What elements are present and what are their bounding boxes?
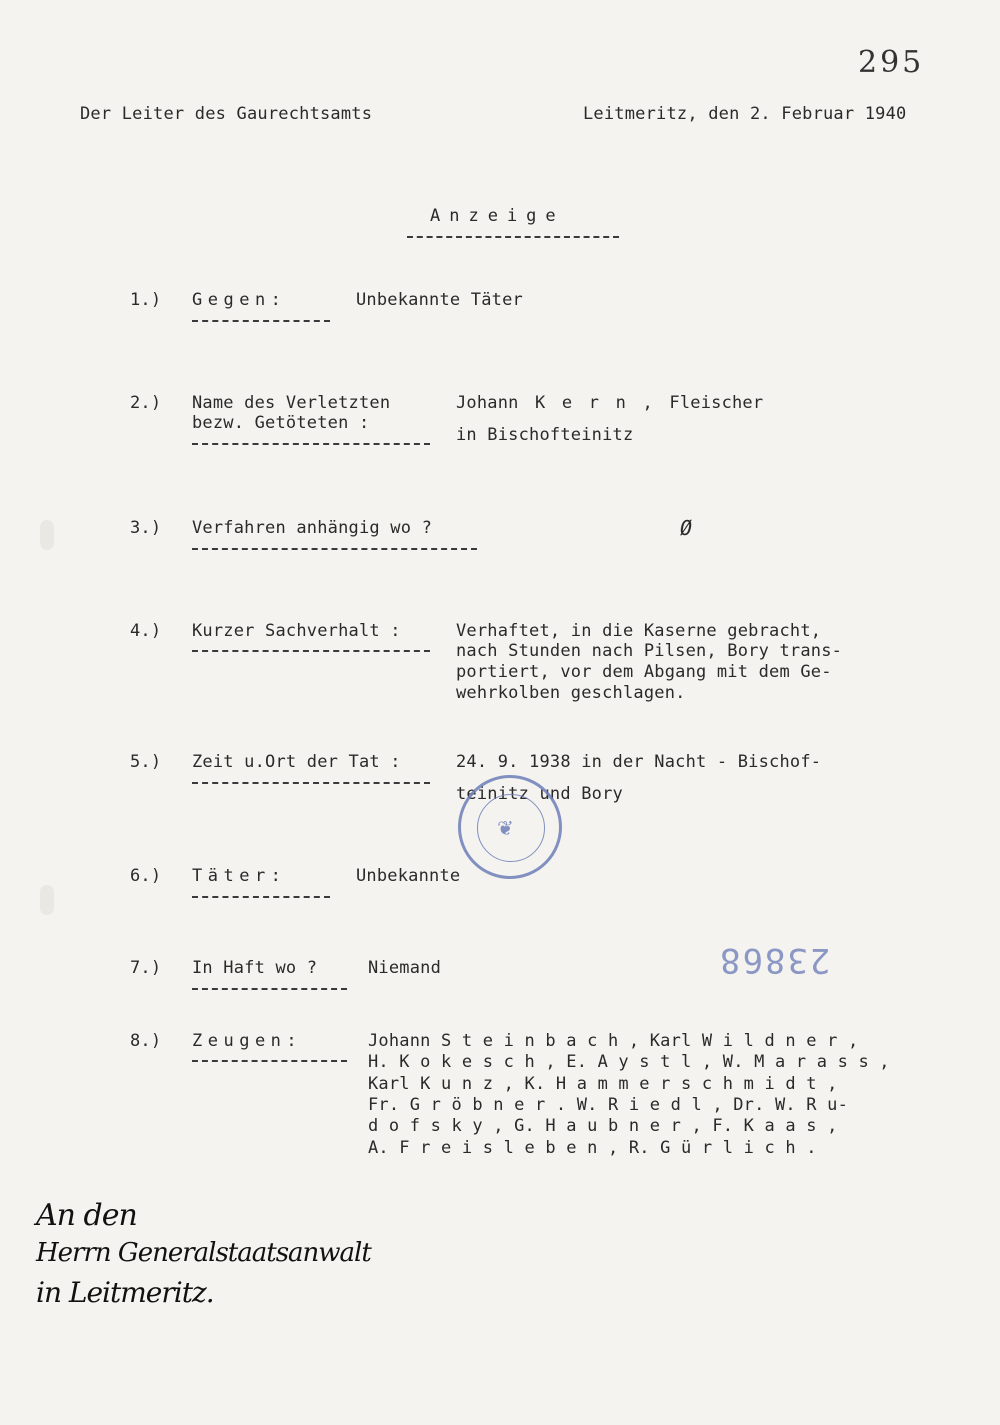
- eagle-icon: ❦: [497, 816, 514, 840]
- sender-line: Der Leiter des Gaurechtsamts: [80, 104, 373, 124]
- item-value: 24. 9. 1938 in der Nacht - Bischof-: [456, 752, 822, 772]
- item-number: 5.): [130, 752, 162, 772]
- witness-line: H. K o k e s c h , E. A y s t l , W. M a r a s s ,: [368, 1052, 890, 1072]
- item-value: Niemand: [368, 958, 442, 978]
- witness-line: Fr. G r ö b n e r . W. R i e d l , Dr. W. R u-: [368, 1095, 849, 1115]
- item-value: teinitz und Bory: [456, 784, 623, 804]
- item-label: Zeit u.Ort der Tat :: [192, 752, 401, 772]
- witness-line: Karl K u n z , K. H a m m e r s c h m i d t ,: [368, 1074, 838, 1094]
- item-label-zeugen: Zeugen:: [192, 1031, 303, 1051]
- punch-hole-mark: [40, 885, 54, 915]
- handwritten-line: An den: [36, 1198, 137, 1233]
- label-underline: [192, 443, 430, 445]
- item-number: 1.): [130, 290, 162, 310]
- handwritten-line: Herrn Generalstaatsanwalt: [36, 1238, 371, 1268]
- item-number: 3.): [130, 518, 162, 538]
- item-number: 4.): [130, 621, 162, 641]
- document-title: Anzeige: [430, 206, 565, 226]
- witness-line: Johann S t e i n b a c h , Karl W i l d n e r ,: [368, 1031, 859, 1051]
- item-value: Unbekannte: [356, 866, 461, 886]
- item-label-line: bezw. Getöteten :: [192, 413, 370, 433]
- item-label: In Haft wo ?: [192, 958, 318, 978]
- punch-hole-mark: [40, 520, 54, 550]
- item-label: Kurzer Sachverhalt :: [192, 621, 401, 641]
- page-number: 295: [858, 45, 925, 80]
- item-value: in Bischofteinitz: [456, 425, 634, 445]
- witness-line: d o f s k y , G. H a u b n e r , F. K a a s ,: [368, 1116, 838, 1136]
- item-label-line: Name des Verletzten: [192, 393, 391, 413]
- label-underline: [192, 782, 430, 784]
- witness-line: A. F r e i s l e b e n , R. G ü r l i c h .: [368, 1138, 817, 1158]
- archive-stamp: [458, 775, 562, 879]
- label-underline: [192, 988, 347, 990]
- item-label-taeter: Täter:: [192, 866, 287, 886]
- item-number: 8.): [130, 1031, 162, 1051]
- item-number: 2.): [130, 393, 162, 413]
- archive-number-stamp: 23868: [718, 940, 831, 980]
- place-date-line: Leitmeritz, den 2. Februar 1940: [583, 104, 907, 124]
- item-value: portiert, vor dem Abgang mit dem Ge-: [456, 662, 832, 682]
- item-number: 6.): [130, 866, 162, 886]
- label-underline: [192, 896, 330, 898]
- title-underline: [407, 236, 619, 238]
- item-value: Unbekannte Täter: [356, 290, 523, 310]
- label-underline: [192, 548, 477, 550]
- label-underline: [192, 1060, 347, 1062]
- item-value: nach Stunden nach Pilsen, Bory trans-: [456, 641, 843, 661]
- item-label-gegen: Gegen:: [192, 290, 287, 310]
- item-value: Verhaftet, in die Kaserne gebracht,: [456, 621, 822, 641]
- item-label: Verfahren anhängig wo ?: [192, 518, 433, 538]
- item-value: wehrkolben geschlagen.: [456, 683, 686, 703]
- handwritten-line: in Leitmeritz.: [36, 1276, 214, 1309]
- label-underline: [192, 320, 330, 322]
- item-number: 7.): [130, 958, 162, 978]
- item-value: Johann K e r n , Fleischer: [456, 393, 764, 413]
- item-value-empty-mark: Ø: [680, 516, 693, 540]
- label-underline: [192, 650, 430, 652]
